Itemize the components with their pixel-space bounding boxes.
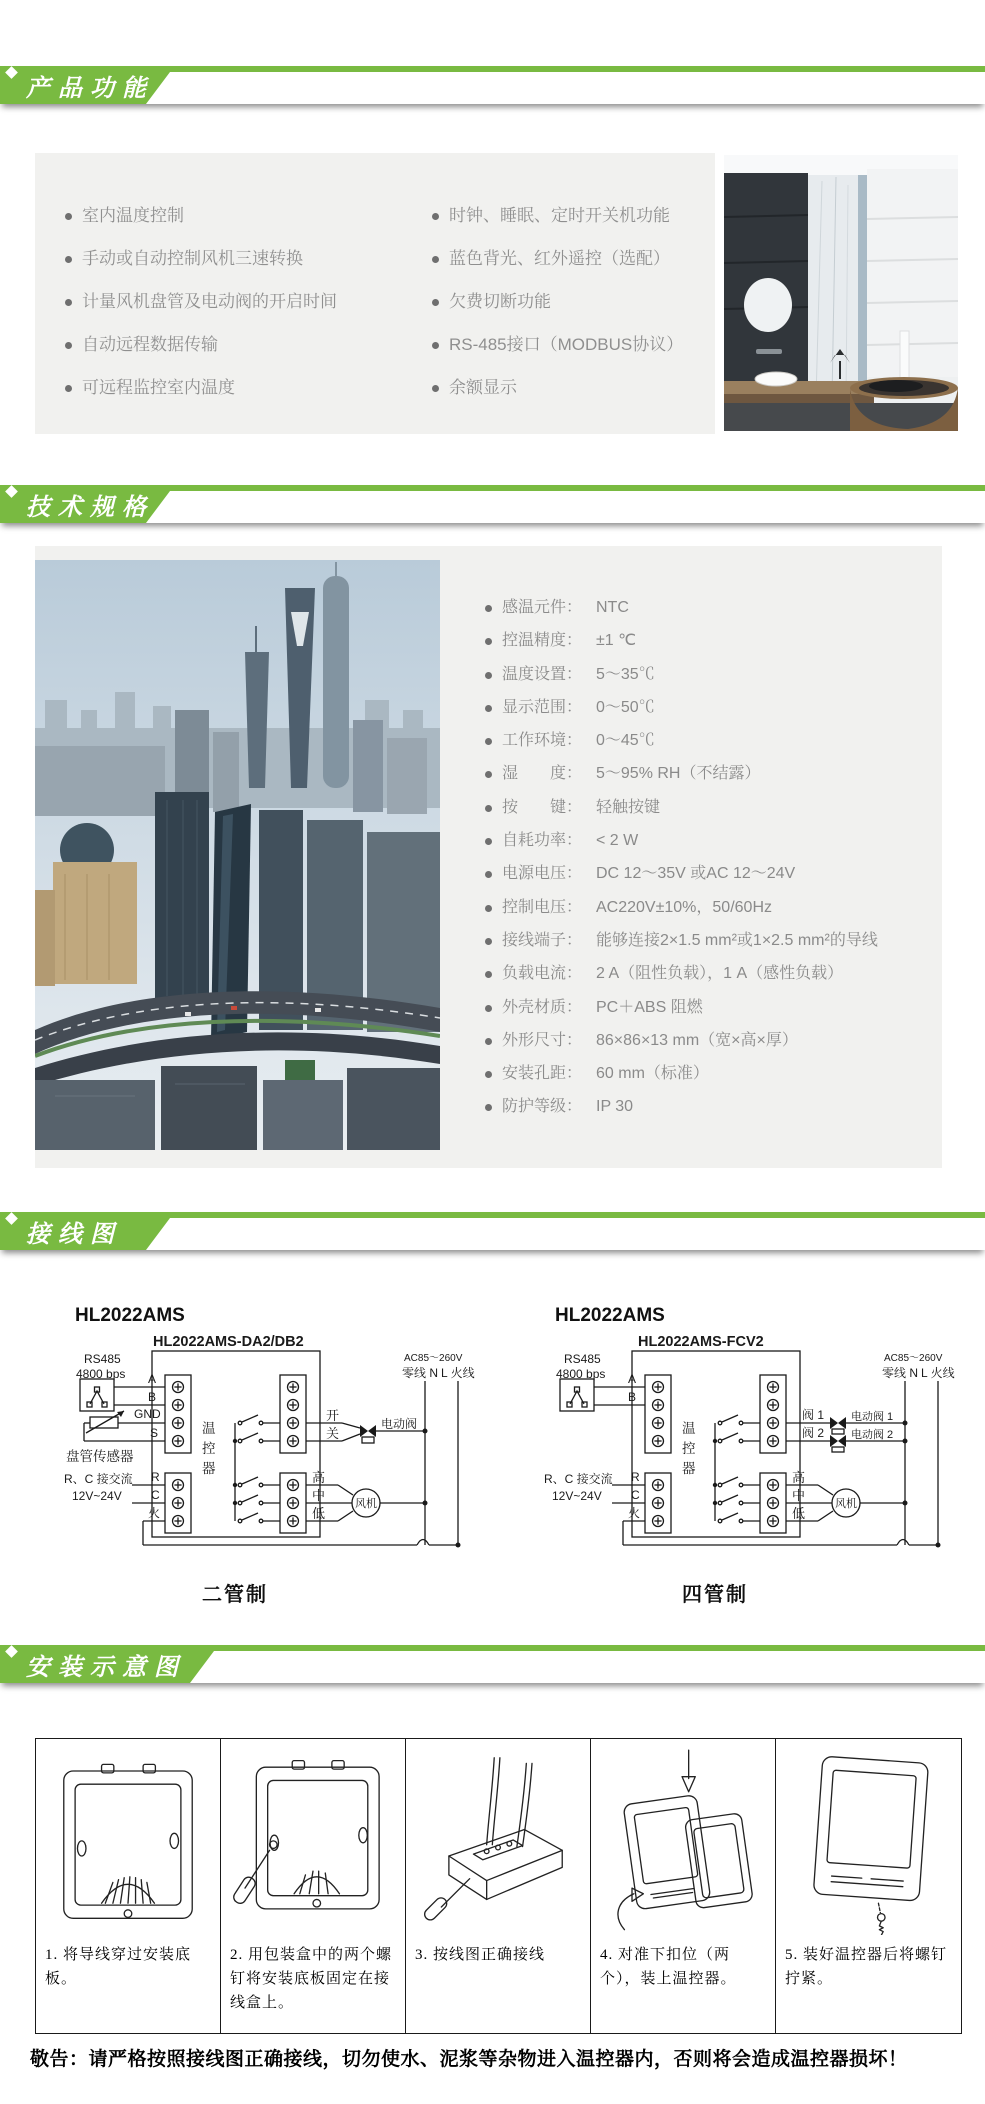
svg-text:开: 开 bbox=[326, 1408, 340, 1423]
svg-text:12V~24V: 12V~24V bbox=[552, 1489, 602, 1503]
svg-text:C: C bbox=[631, 1488, 640, 1502]
feature-text: 蓝色背光、红外遥控（选配） bbox=[449, 249, 670, 268]
svg-text:风机: 风机 bbox=[355, 1498, 377, 1510]
feature-text: 自动远程数据传输 bbox=[82, 335, 218, 354]
svg-text:阀 2: 阀 2 bbox=[802, 1426, 825, 1440]
valve-icon bbox=[360, 1425, 376, 1443]
wiring-diagram-left bbox=[40, 1305, 485, 1607]
terminal-screws bbox=[173, 1480, 184, 1527]
features-panel bbox=[35, 153, 715, 434]
spec-value: 0～50℃ bbox=[596, 698, 655, 716]
terminal-screws bbox=[288, 1382, 299, 1447]
spec-value: < 2 W bbox=[596, 832, 639, 850]
spec-label: 电源电压： bbox=[502, 865, 583, 883]
banner-product-features bbox=[0, 66, 985, 104]
step-3-illustration bbox=[406, 1739, 590, 1939]
svg-text:高: 高 bbox=[312, 1470, 326, 1485]
svg-text:控: 控 bbox=[682, 1441, 696, 1456]
four-pipe-schematic bbox=[520, 1333, 965, 1568]
svg-text:高: 高 bbox=[792, 1470, 806, 1485]
valve-icon bbox=[830, 1417, 846, 1434]
feature-text: 余额显示 bbox=[449, 378, 517, 397]
spec-row bbox=[485, 598, 878, 631]
spec-label: 外壳材质： bbox=[502, 998, 583, 1016]
spec-label: 显示范围： bbox=[502, 698, 583, 716]
vent-slots bbox=[831, 1876, 903, 1887]
terminal-screws bbox=[768, 1382, 779, 1447]
two-pipe-schematic bbox=[40, 1333, 485, 1568]
spec-row bbox=[485, 665, 878, 698]
spec-label: 工作环境： bbox=[502, 732, 583, 750]
banner-title: 安装示意图 bbox=[26, 1653, 186, 1681]
install-step-1 bbox=[36, 1739, 221, 2033]
svg-text:R: R bbox=[151, 1470, 160, 1484]
relay-switches-valve bbox=[718, 1415, 760, 1443]
spec-row bbox=[485, 698, 878, 731]
feature-text: 室内温度控制 bbox=[82, 206, 184, 225]
bullet-icon bbox=[65, 213, 72, 220]
spec-value: PC＋ABS 阻燃 bbox=[596, 998, 703, 1016]
step-4-illustration bbox=[591, 1739, 775, 1939]
spec-row bbox=[485, 864, 878, 897]
step-5-illustration bbox=[776, 1739, 961, 1939]
spec-value: ±1 ℃ bbox=[596, 632, 637, 650]
svg-text:火: 火 bbox=[148, 1506, 161, 1520]
install-step-3 bbox=[406, 1739, 591, 2033]
diamond-icon bbox=[5, 1645, 18, 1658]
svg-text:中: 中 bbox=[312, 1488, 326, 1503]
spec-row bbox=[485, 1031, 878, 1064]
terminal-screws bbox=[653, 1480, 664, 1527]
svg-text:阀 1: 阀 1 bbox=[802, 1408, 825, 1422]
svg-text:盘管传感器: 盘管传感器 bbox=[66, 1449, 134, 1464]
bullet-icon bbox=[485, 1005, 492, 1012]
spec-value: 60 mm（标准） bbox=[596, 1065, 709, 1083]
banner-title: 技术规格 bbox=[26, 493, 154, 521]
feature-item bbox=[65, 248, 337, 291]
svg-text:L 火线: L 火线 bbox=[921, 1366, 955, 1380]
diamond-icon bbox=[5, 66, 18, 79]
vent-slots bbox=[651, 1888, 695, 1898]
svg-text:器: 器 bbox=[682, 1461, 696, 1476]
terminal-screws bbox=[768, 1480, 779, 1527]
spec-row bbox=[485, 931, 878, 964]
spec-value: AC220V±10%，50/60Hz bbox=[596, 898, 772, 916]
feature-text: 计量风机盘管及电动阀的开启时间 bbox=[82, 292, 337, 311]
step-caption: 2. 用包装盒中的两个螺钉将安装底板固定在接线盒上。 bbox=[230, 1947, 393, 2011]
wiring-box-drawing bbox=[413, 1743, 583, 1935]
svg-text:温: 温 bbox=[202, 1421, 216, 1436]
bullet-icon bbox=[485, 971, 492, 978]
svg-text:电动阀: 电动阀 bbox=[381, 1417, 418, 1431]
screwdriver-icon bbox=[422, 1879, 469, 1923]
spec-row bbox=[485, 764, 878, 797]
spec-value: 5～35℃ bbox=[596, 665, 655, 683]
spec-value: 轻触按键 bbox=[596, 798, 661, 816]
mounting-plate-drawing bbox=[43, 1743, 213, 1935]
svg-text:低: 低 bbox=[312, 1506, 326, 1521]
step-caption: 1. 将导线穿过安装底板。 bbox=[45, 1947, 192, 1987]
relay-switches-valve bbox=[238, 1415, 280, 1443]
svg-text:L 火线: L 火线 bbox=[441, 1366, 475, 1380]
thermostat-box bbox=[632, 1351, 800, 1537]
spec-value: DC 12～35V 或AC 12～24V bbox=[596, 865, 796, 883]
step-caption: 5. 装好温控器后将螺钉拧紧。 bbox=[785, 1947, 948, 1987]
svg-text:器: 器 bbox=[202, 1461, 216, 1476]
bullet-icon bbox=[485, 871, 492, 878]
svg-text:R: R bbox=[631, 1470, 640, 1484]
bullet-icon bbox=[432, 299, 439, 306]
spec-label: 温度设置： bbox=[502, 665, 583, 683]
spec-value: 86×86×13 mm（宽×高×厚） bbox=[596, 1031, 798, 1049]
svg-text:B: B bbox=[628, 1390, 637, 1404]
svg-text:中: 中 bbox=[792, 1488, 806, 1503]
bullet-icon bbox=[432, 342, 439, 349]
relay-switches-fan bbox=[718, 1477, 760, 1523]
feature-item bbox=[432, 205, 683, 248]
specs-list bbox=[485, 598, 878, 1131]
svg-text:12V~24V: 12V~24V bbox=[72, 1489, 122, 1503]
svg-text:风机: 风机 bbox=[835, 1498, 857, 1510]
features-right-column bbox=[432, 205, 683, 420]
svg-text:R、C 接交流: R、C 接交流 bbox=[544, 1472, 613, 1486]
spec-row bbox=[485, 998, 878, 1031]
banner-title: 接线图 bbox=[26, 1220, 122, 1248]
svg-text:4800 bps: 4800 bps bbox=[76, 1367, 126, 1381]
bullet-icon bbox=[485, 1038, 492, 1045]
spec-row bbox=[485, 831, 878, 864]
bullet-icon bbox=[485, 738, 492, 745]
bullet-icon bbox=[485, 838, 492, 845]
svg-text:HL2022AMS-DA2/DB2: HL2022AMS-DA2/DB2 bbox=[153, 1334, 304, 1350]
thermostat-box bbox=[152, 1351, 320, 1537]
feature-item bbox=[65, 205, 337, 248]
spec-value: 能够连接2×1.5 mm²或1×2.5 mm²的导线 bbox=[596, 931, 878, 949]
banner-slash-decoration bbox=[146, 491, 985, 523]
spec-label: 湿 度： bbox=[502, 765, 583, 783]
svg-text:S: S bbox=[150, 1426, 159, 1440]
spec-row bbox=[485, 1097, 878, 1130]
relay-switches-fan bbox=[238, 1477, 280, 1523]
spec-label: 自耗功率： bbox=[502, 832, 583, 850]
specs-panel bbox=[35, 546, 942, 1168]
bullet-icon bbox=[65, 299, 72, 306]
step-1-illustration bbox=[36, 1739, 220, 1939]
attach-thermostat-drawing bbox=[598, 1743, 768, 1935]
rs485-node-icon bbox=[80, 1379, 114, 1411]
bullet-icon bbox=[485, 1071, 492, 1078]
spec-label: 外形尺寸： bbox=[502, 1031, 583, 1049]
feature-item bbox=[65, 334, 337, 377]
bullet-icon bbox=[485, 672, 492, 679]
wiring-diagram-right bbox=[520, 1305, 965, 1607]
bullet-icon bbox=[65, 385, 72, 392]
diamond-icon bbox=[5, 485, 18, 498]
terminal-screws bbox=[288, 1480, 299, 1527]
banner-slash-decoration bbox=[146, 1218, 985, 1250]
bullet-icon bbox=[65, 256, 72, 263]
step-caption: 3. 按线图正确接线 bbox=[415, 1947, 546, 1963]
terminal-screws bbox=[653, 1382, 664, 1447]
svg-text:A: A bbox=[148, 1372, 157, 1386]
feature-item bbox=[432, 377, 683, 420]
spec-label: 负载电流： bbox=[502, 965, 583, 983]
bullet-icon bbox=[432, 385, 439, 392]
feature-text: 欠费切断功能 bbox=[449, 292, 551, 311]
step-caption: 4. 对准下扣位（两个），装上温控器。 bbox=[600, 1947, 737, 1987]
screw-plate-drawing bbox=[228, 1743, 398, 1935]
svg-text:R、C 接交流: R、C 接交流 bbox=[64, 1472, 133, 1486]
diagram-title: HL2022AMS bbox=[75, 1305, 185, 1326]
bullet-icon bbox=[485, 638, 492, 645]
city-skyline-photo bbox=[35, 560, 440, 1150]
svg-text:HL2022AMS-FCV2: HL2022AMS-FCV2 bbox=[638, 1334, 764, 1350]
feature-item bbox=[432, 248, 683, 291]
banner-slash-decoration bbox=[190, 1651, 985, 1683]
svg-text:AC85～260V: AC85～260V bbox=[404, 1353, 463, 1364]
bullet-icon bbox=[485, 805, 492, 812]
spec-label: 防护等级： bbox=[502, 1098, 583, 1116]
spec-value: 5～95% RH（不结露） bbox=[596, 765, 761, 783]
svg-text:4800 bps: 4800 bps bbox=[556, 1367, 606, 1381]
feature-text: 手动或自动控制风机三速转换 bbox=[82, 249, 303, 268]
svg-text:C: C bbox=[151, 1488, 160, 1502]
svg-text:零线 N: 零线 N bbox=[882, 1366, 919, 1380]
feature-item bbox=[65, 291, 337, 334]
bullet-icon bbox=[485, 938, 492, 945]
spec-label: 按 键： bbox=[502, 798, 583, 816]
terminal-screws bbox=[173, 1382, 184, 1447]
valve-icon bbox=[830, 1435, 846, 1452]
spec-row bbox=[485, 1064, 878, 1097]
bullet-icon bbox=[485, 905, 492, 912]
features-left-column bbox=[65, 205, 337, 420]
banner-tech-specs bbox=[0, 485, 985, 523]
install-step-2 bbox=[221, 1739, 406, 2033]
svg-text:火: 火 bbox=[628, 1506, 641, 1520]
rs485-node-icon bbox=[560, 1379, 594, 1411]
finished-thermostat-drawing bbox=[784, 1743, 954, 1935]
svg-text:B: B bbox=[148, 1390, 157, 1404]
banner-wiring-diagram bbox=[0, 1212, 985, 1250]
spec-label: 接线端子： bbox=[502, 931, 583, 949]
svg-text:RS485: RS485 bbox=[564, 1352, 601, 1366]
svg-text:A: A bbox=[628, 1372, 637, 1386]
svg-text:关: 关 bbox=[326, 1426, 340, 1441]
spec-label: 感温元件： bbox=[502, 599, 583, 616]
bathroom-photo bbox=[724, 155, 958, 431]
warning-text: 敬告：请严格按照接线图正确接线，切勿使水、泥浆等杂物进入温控器内，否则将会造成温控器损坏！ bbox=[30, 2049, 908, 2070]
spec-label: 安装孔距： bbox=[502, 1065, 583, 1083]
arrow-down-icon bbox=[682, 1750, 695, 1792]
svg-text:零线 N: 零线 N bbox=[402, 1366, 439, 1380]
diagram-caption: 四管制 bbox=[682, 1584, 748, 1606]
bullet-icon bbox=[485, 605, 492, 612]
spec-row bbox=[485, 631, 878, 664]
bullet-icon bbox=[485, 1104, 492, 1111]
svg-text:RS485: RS485 bbox=[84, 1352, 121, 1366]
curved-arrow-icon bbox=[618, 1888, 643, 1930]
spec-value: 2 A（阻性负载），1 A（感性负载） bbox=[596, 965, 844, 983]
svg-text:控: 控 bbox=[202, 1441, 216, 1456]
banner-title: 产品功能 bbox=[26, 74, 154, 102]
banner-slash-decoration bbox=[146, 72, 985, 104]
diagram-title: HL2022AMS bbox=[555, 1305, 665, 1326]
svg-text:低: 低 bbox=[792, 1506, 806, 1521]
svg-text:电动阀 2: 电动阀 2 bbox=[851, 1429, 894, 1441]
screw-icon bbox=[877, 1903, 885, 1935]
svg-text:AC85～260V: AC85～260V bbox=[884, 1353, 943, 1364]
diamond-icon bbox=[5, 1212, 18, 1225]
spec-value: NTC bbox=[596, 599, 629, 616]
bullet-icon bbox=[65, 342, 72, 349]
svg-text:电动阀 1: 电动阀 1 bbox=[851, 1411, 894, 1423]
bullet-icon bbox=[485, 705, 492, 712]
install-step-5 bbox=[776, 1739, 961, 2033]
spec-label: 控温精度： bbox=[502, 632, 583, 650]
install-step-4 bbox=[591, 1739, 776, 2033]
svg-text:温: 温 bbox=[682, 1421, 696, 1436]
spec-label: 控制电压： bbox=[502, 898, 583, 916]
feature-item bbox=[65, 377, 337, 420]
bullet-icon bbox=[485, 771, 492, 778]
spec-row bbox=[485, 964, 878, 997]
feature-item bbox=[432, 334, 683, 377]
banner-install-guide bbox=[0, 1645, 985, 1683]
spec-row bbox=[485, 731, 878, 764]
feature-text: 时钟、睡眠、定时开关机功能 bbox=[449, 206, 670, 225]
feature-text: RS-485接口（MODBUS协议） bbox=[449, 335, 684, 354]
feature-text: 可远程监控室内温度 bbox=[82, 378, 235, 397]
spec-value: IP 30 bbox=[596, 1098, 634, 1116]
spec-row bbox=[485, 798, 878, 831]
feature-item bbox=[432, 291, 683, 334]
diagram-caption: 二管制 bbox=[202, 1584, 268, 1606]
bullet-icon bbox=[432, 213, 439, 220]
bullet-icon bbox=[432, 256, 439, 263]
svg-text:GND: GND bbox=[134, 1407, 161, 1421]
spec-row bbox=[485, 898, 878, 931]
screwdriver-icon bbox=[232, 1841, 278, 1906]
install-steps-table bbox=[35, 1738, 962, 2034]
step-2-illustration bbox=[221, 1739, 405, 1939]
spec-value: 0～45℃ bbox=[596, 732, 655, 750]
